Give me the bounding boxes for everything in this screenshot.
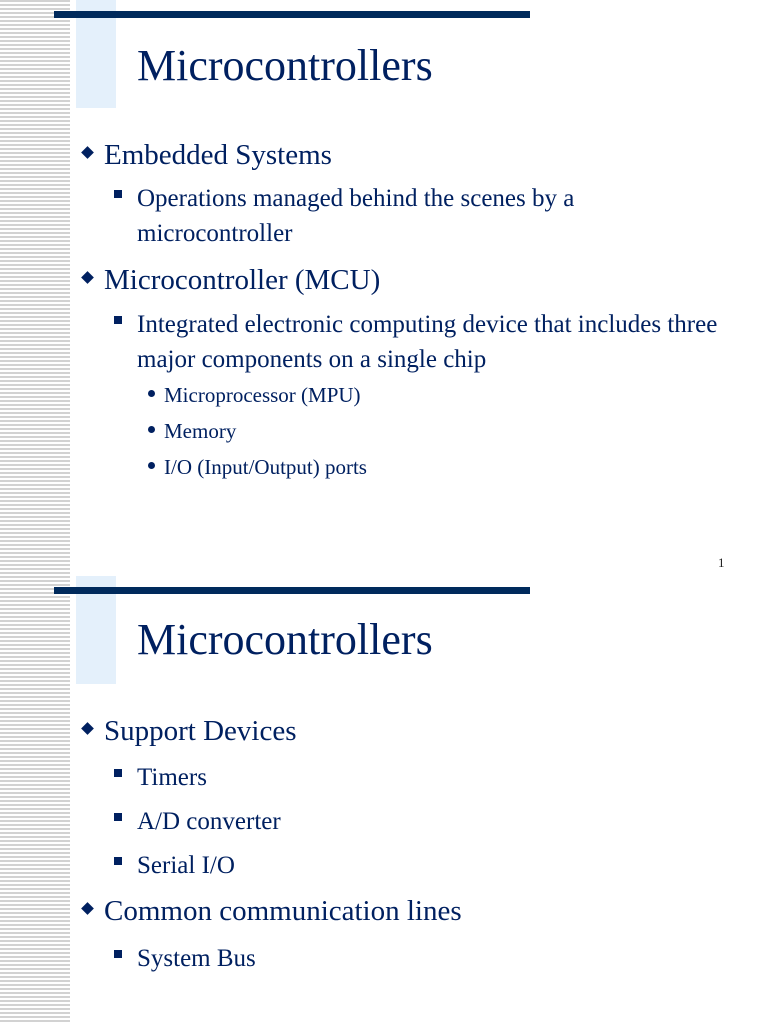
dot-bullet-icon (148, 462, 155, 469)
bullet-level-3: Microprocessor (MPU) (164, 383, 361, 407)
square-bullet-icon (114, 769, 122, 777)
dot-bullet-icon (148, 390, 155, 397)
square-bullet-icon (114, 190, 122, 198)
diamond-bullet-icon (81, 146, 94, 159)
page-number: 1 (718, 555, 725, 570)
bullet-level-2: Timers (137, 764, 207, 791)
bullet-level-2: A/D converter (137, 808, 281, 835)
bullet-level-2: Operations managed behind the scenes by a microcontroller (137, 185, 575, 247)
diamond-bullet-icon (81, 271, 94, 284)
slide-title: Microcontrollers (137, 41, 433, 90)
diamond-bullet-icon (81, 722, 94, 735)
bullet-level-2: System Bus (137, 945, 256, 972)
slide-title: Microcontrollers (137, 615, 433, 664)
title-rule (54, 587, 530, 594)
bullet-level-3: Memory (164, 419, 237, 443)
bullet-level-1: Common communication lines (104, 895, 462, 927)
bullet-level-3: I/O (Input/Output) ports (164, 455, 367, 479)
bullet-level-2: Integrated electronic computing device that includes three major components on a single chip (137, 311, 718, 373)
slide-2 (0, 576, 768, 1024)
bullet-level-1: Support Devices (104, 715, 297, 747)
bullet-level-1: Embedded Systems (104, 139, 332, 171)
bullet-level-1: Microcontroller (MCU) (104, 264, 381, 296)
diamond-bullet-icon (81, 902, 94, 915)
bullet-level-2: Serial I/O (137, 852, 235, 879)
square-bullet-icon (114, 857, 122, 865)
title-rule (54, 11, 530, 18)
square-bullet-icon (114, 950, 122, 958)
dot-bullet-icon (148, 426, 155, 433)
square-bullet-icon (114, 316, 122, 324)
square-bullet-icon (114, 813, 122, 821)
